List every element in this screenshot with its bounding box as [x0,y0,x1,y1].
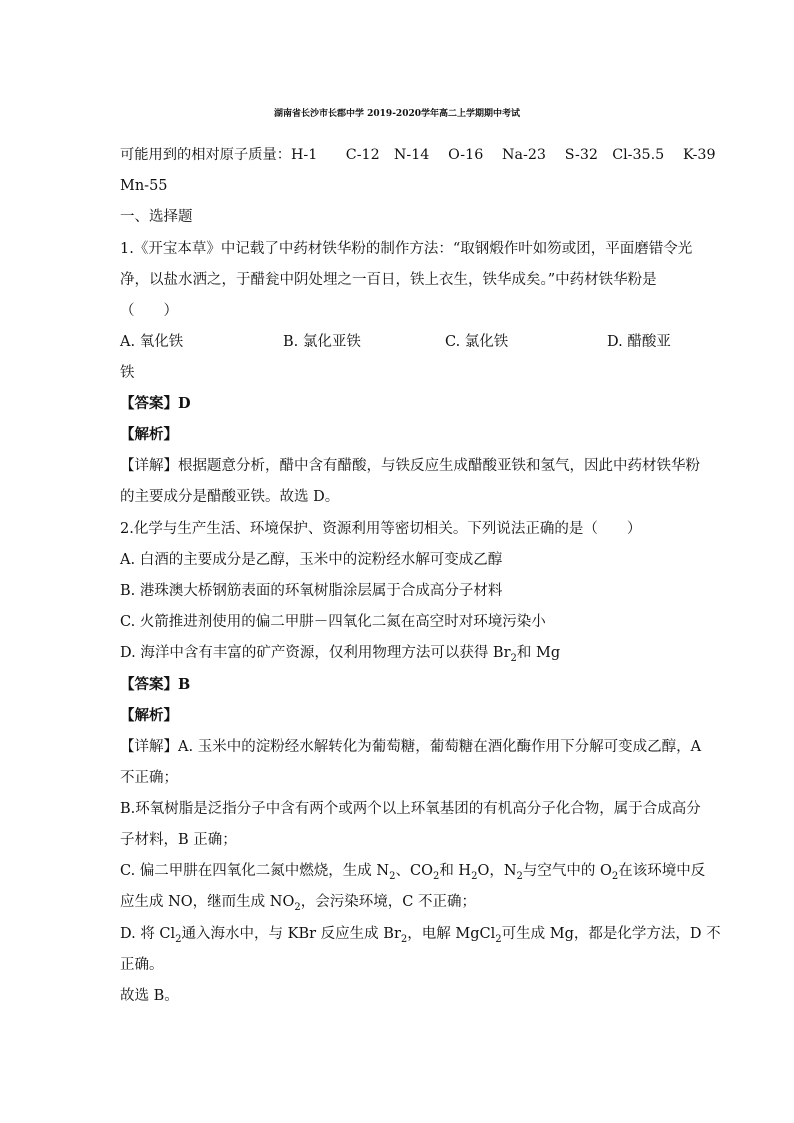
q1-detail-line-2: 的主要成分是醋酸亚铁。故选 D。 [120,489,340,505]
q2-detail-c-line-2: 应生成 NO，继而生成 $NO_2$，会污染环境，C 不正确； [120,894,476,913]
q1-stem-line-2: 净，以盐水洒之，于醋瓮中阴处埋之一百日，铁上衣生，铁华成矣。”中药材铁华粉是 [120,272,657,288]
q2-answer: 【答案】B [120,676,191,693]
q2-detail-c-line-1: C. 偏二甲肼在四氧化二氮中燃烧，生成 $N_2$、$CO_2$和 $H_2O$，$N_2$与空气中的 $O_2$在该环境中反 [120,863,706,882]
q2-option-b: B. 港珠澳大桥钢筋表面的环氧树脂涂层属于合成高分子材料 [120,583,503,599]
section-heading: 一、选择题 [120,209,193,225]
page-title: 湖南省长沙市长郡中学 2019-2020学年高二上学期期中考试 [274,109,520,119]
q2-analysis-heading: 【解析】 [120,707,178,724]
q2-detail-d-line-1: D. 将 $Cl_2$通入海水中，与 KBr 反应生成 $Br_2$，电解 MgCl$_2$可生成 Mg，都是化学方法，D 不 [120,926,721,945]
q2-detail-b-line-2: 子材料，B 正确； [120,832,237,848]
q2-stem: 2.化学与生产生活、环境保护、资源利用等密切相关。下列说法正确的是（ ） [120,521,642,537]
q2-conclusion: 故选 B。 [120,988,179,1004]
q2-option-c: C. 火箭推进剂使用的偏二甲肼－四氧化二氮在高空时对环境污染小 [120,614,546,630]
q1-stem-line-3: （ ） [120,303,178,319]
q2-detail-a-line-2: 不正确； [120,770,178,786]
q1-analysis-heading: 【解析】 [120,426,178,443]
q2-detail-d-line-2: 正确。 [120,957,164,973]
q2-detail-b-line-1: B.环氧树脂是泛指分子中含有两个或两个以上环氧基团的有机高分子化合物，属于合成高分 [120,801,701,817]
q1-option-d: D. 醋酸亚 [607,334,671,350]
q1-option-d-wrap: 铁 [120,365,135,381]
q2-detail-a-line-1: 【详解】A. 玉米中的淀粉经水解转化为葡萄糖，葡萄糖在酒化酶作用下分解可变成乙醇，A [120,739,702,755]
q1-option-a: A. 氧化铁 [120,334,184,350]
q1-option-c: C. 氯化铁 [445,334,509,350]
q1-option-b: B. 氯化亚铁 [283,334,361,350]
q1-detail-line-1: 【详解】根据题意分析，醋中含有醋酸，与铁反应生成醋酸亚铁和氢气，因此中药材铁华粉 [120,458,700,474]
q1-stem-line-1: 1.《开宝本草》中记载了中药材铁华粉的制作方法：“取钢煅作叶如笏或团，平面磨错令光 [120,241,693,257]
q1-answer: 【答案】D [120,395,191,412]
atomic-masses-line-2: Mn-55 [120,178,168,194]
atomic-masses-line-1: 可能用到的相对原子质量：H-1 C-12 N-14 O-16 Na-23 S-32 Cl-35.5 K-39 [120,147,716,163]
q2-option-d: D. 海洋中含有丰富的矿产资源，仅利用物理方法可以获得 $Br_2$和 Mg [120,645,561,664]
q2-option-a: A. 白酒的主要成分是乙醇，玉米中的淀粉经水解可变成乙醇 [120,552,503,568]
